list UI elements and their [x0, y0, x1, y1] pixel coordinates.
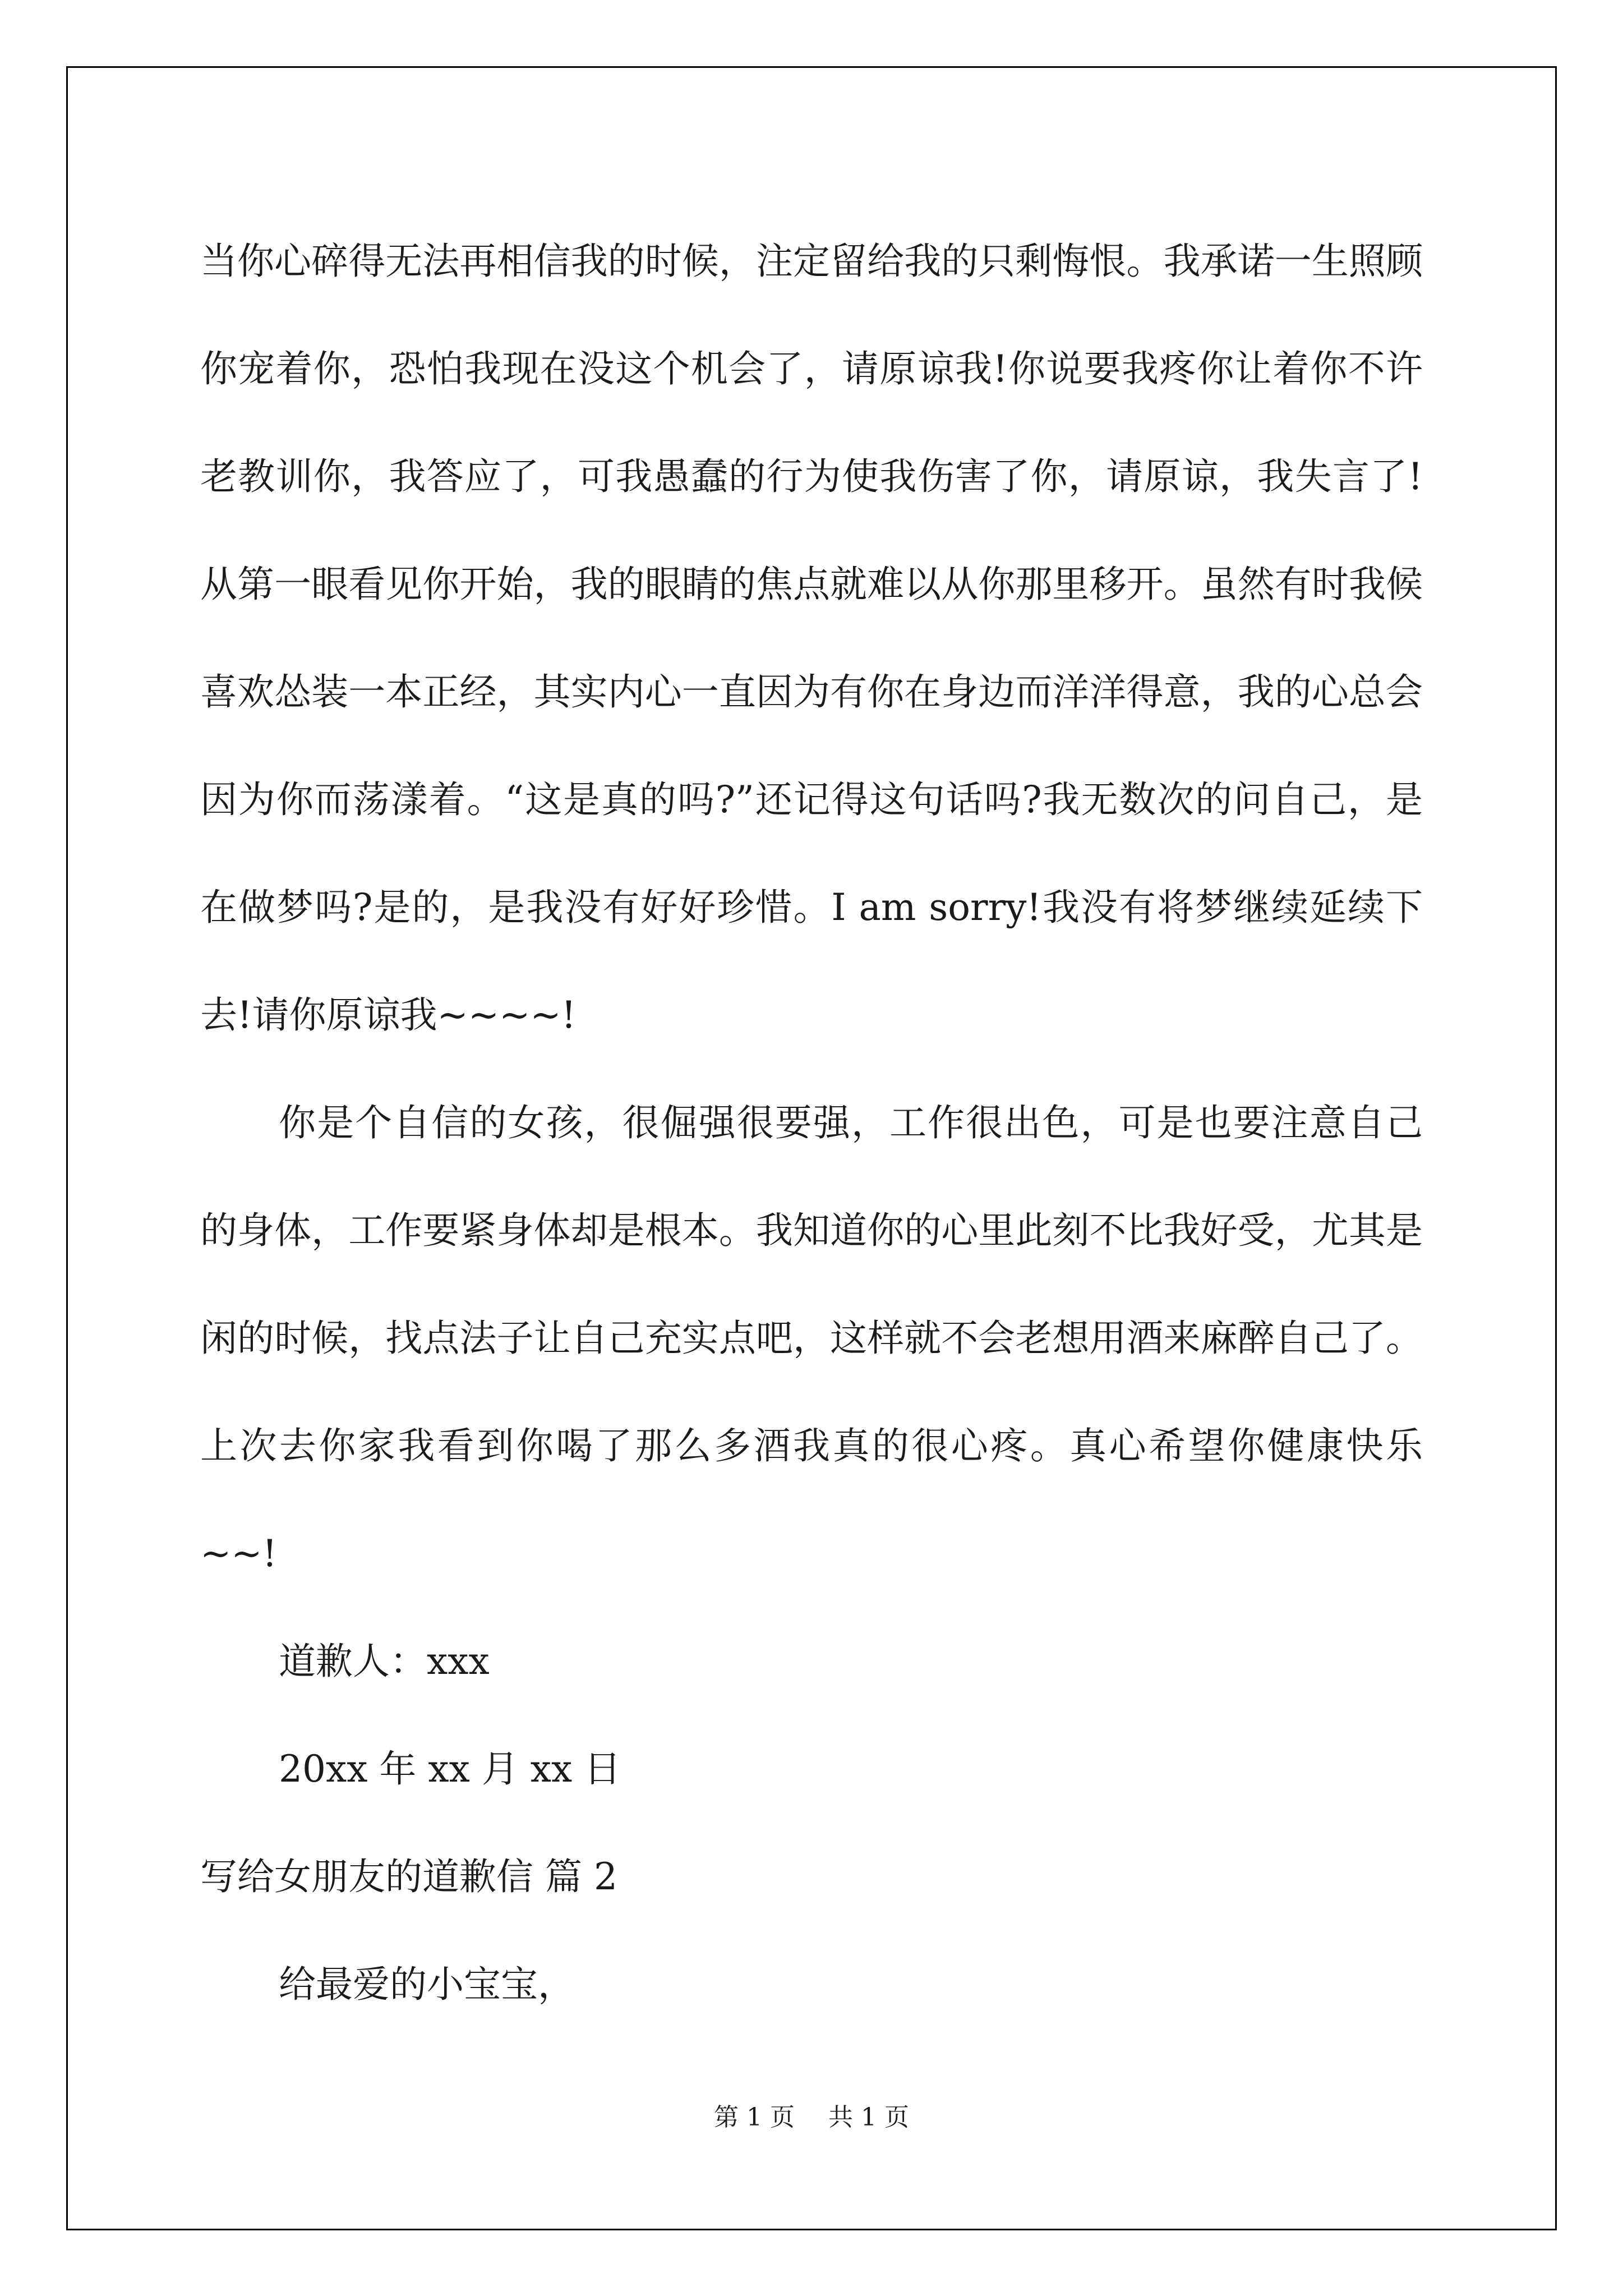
- paragraph-1: 当你心碎得无法再相信我的时候，注定留给我的只剩悔恨。我承诺一生照顾你宠着你，恐怕我现在没这个机会了，请原谅我!你说要我疼你让着你不许老教训你，我答应了，可我愚蠢的行为使我伤害了你，请原谅，我失言了!从第一眼看见你开始，我的眼睛的焦点就难以从你那里移开。虽然有时我候喜欢怂装一本正经，其实内心一直因为有你在身边而洋洋得意，我的心总会因为你而荡漾着。“这是真的吗?”还记得这句话吗?我无数次的问自己，是在做梦吗?是的，是我没有好好珍惜。I am sorry!我没有将梦继续延续下去!请你原谅我~~~~!: [200, 240, 1423, 1037]
- greeting: 给最爱的小宝宝，: [279, 1963, 575, 2006]
- page-number-total: 共 1 页: [828, 2103, 909, 2132]
- document-body: [200, 208, 1423, 2039]
- paragraph-2: 你是个自信的女孩，很倔强很要强，工作很出色，可是也要注意自己的身体，工作要紧身体却是根本。我知道你的心里此刻不比我好受，尤其是闲的时候，找点法子让自己充实点吧，这样就不会老想用酒来麻醉自己了。上次去你家我看到你喝了那么多酒我真的很心疼。真心希望你健康快乐~~!: [200, 1101, 1423, 1575]
- section-title: 写给女朋友的道歉信 篇 2: [200, 1855, 617, 1898]
- page-footer: [0, 2097, 1623, 2133]
- date: 20xx 年 xx 月 xx 日: [279, 1747, 621, 1791]
- page-number-current: 第 1 页: [714, 2103, 795, 2132]
- signature: 道歉人：xxx: [279, 1640, 490, 1683]
